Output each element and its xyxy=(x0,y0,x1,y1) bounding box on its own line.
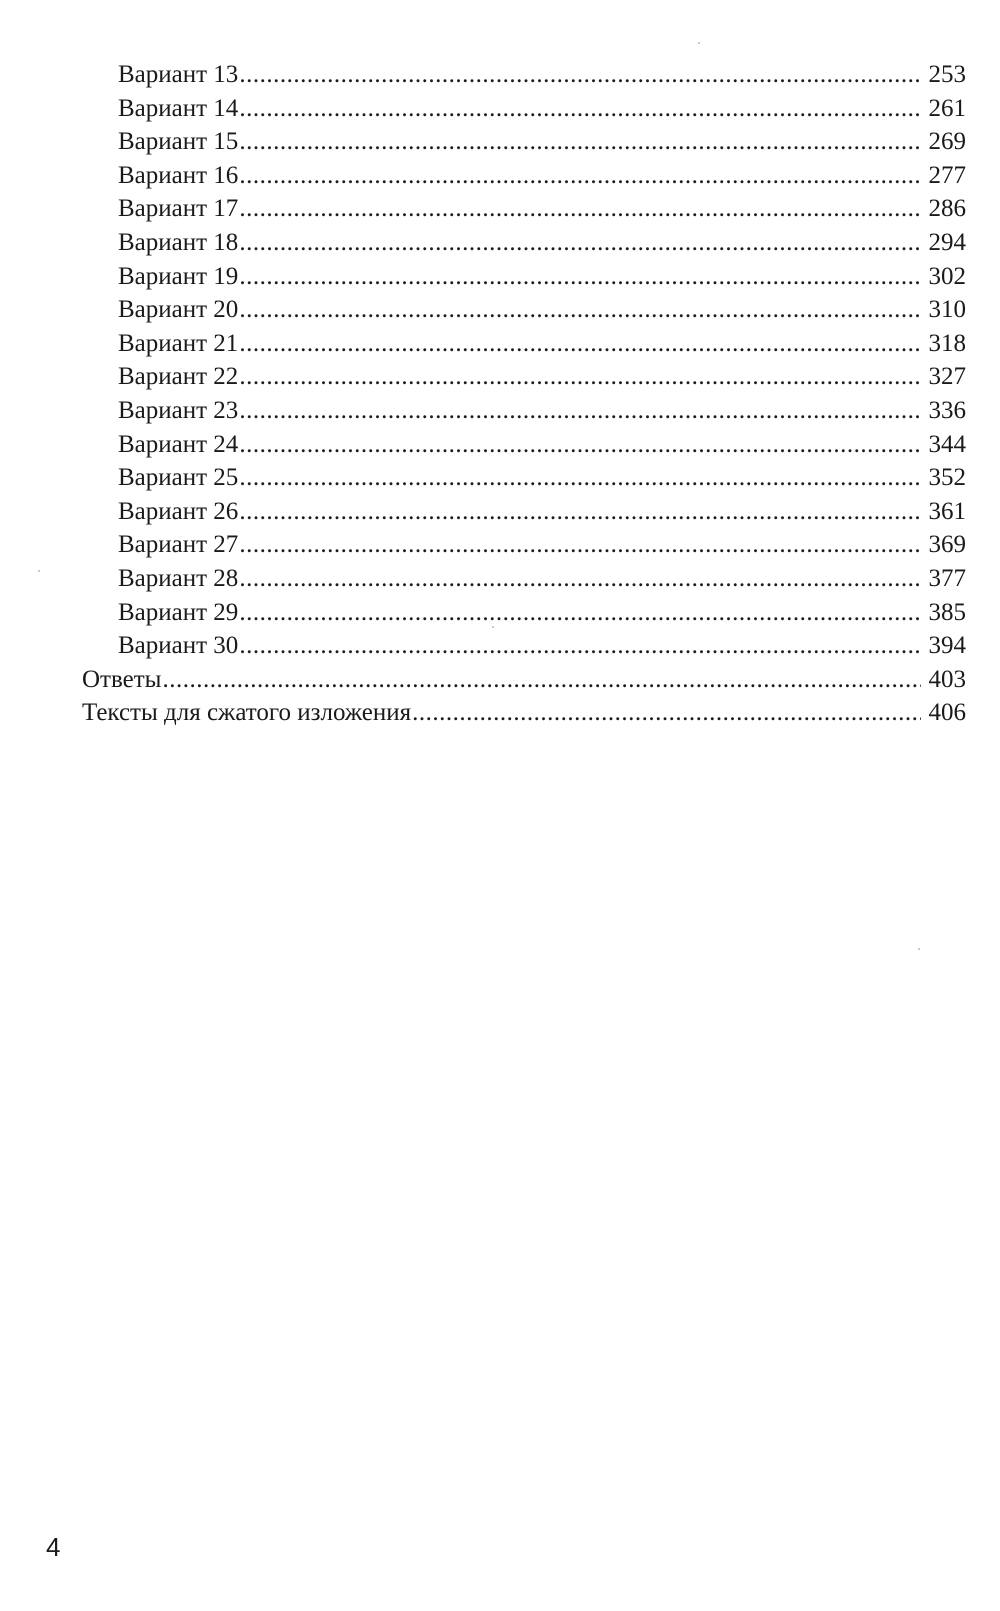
toc-entry-page: 294 xyxy=(928,228,966,256)
toc-entry-page: 369 xyxy=(928,531,966,559)
toc-entry-page: 286 xyxy=(928,195,966,223)
dot-leader xyxy=(162,663,921,697)
dot-leader xyxy=(239,92,921,126)
toc-entry-variant xyxy=(0,428,966,462)
toc-entry-page: 361 xyxy=(928,497,966,525)
toc-entry-variant xyxy=(0,562,966,596)
toc-entry-title: Вариант 24 xyxy=(118,430,239,458)
toc-entry-page: 336 xyxy=(928,396,966,424)
toc-entry-title: Вариант 13 xyxy=(118,61,239,88)
toc-entry-variant xyxy=(0,92,966,126)
toc-entry-section xyxy=(0,696,966,730)
toc-entry-page: 403 xyxy=(928,665,966,693)
dot-leader xyxy=(239,58,921,92)
scan-speck xyxy=(38,570,40,572)
toc-entry-variant xyxy=(0,327,966,361)
dot-leader xyxy=(239,562,921,596)
toc-entry-title: Вариант 26 xyxy=(118,497,239,525)
dot-leader xyxy=(239,596,921,630)
toc-entry-section xyxy=(0,663,966,697)
toc-entry-title: Вариант 20 xyxy=(118,296,239,324)
toc-entry-page: 352 xyxy=(928,464,966,492)
toc-entry-title: Ответы xyxy=(82,665,162,693)
toc-entry-variant xyxy=(0,360,966,394)
toc-entry-variant xyxy=(0,293,966,327)
dot-leader xyxy=(239,125,921,159)
dot-leader xyxy=(239,394,921,428)
dot-leader xyxy=(239,428,921,462)
toc-entry-title: Вариант 23 xyxy=(118,396,239,424)
toc-entry-variant xyxy=(0,528,966,562)
dot-leader xyxy=(239,293,921,327)
dot-leader xyxy=(239,461,921,495)
toc-entry-variant xyxy=(0,58,966,92)
scan-speck xyxy=(492,626,494,628)
dot-leader xyxy=(239,629,921,663)
toc-entry-page: 310 xyxy=(928,296,966,324)
toc-entry-title: Вариант 29 xyxy=(118,598,239,626)
scan-speck xyxy=(698,42,700,44)
page-number: 4 xyxy=(46,1532,61,1562)
toc-entry-page: 253 xyxy=(928,61,966,88)
toc-entry-title: Вариант 14 xyxy=(118,94,239,122)
toc-entry-page: 394 xyxy=(928,632,966,660)
dot-leader xyxy=(239,495,921,529)
toc-entry-page: 385 xyxy=(928,598,966,626)
toc-entry-page: 377 xyxy=(928,564,966,592)
toc-entry-variant xyxy=(0,260,966,294)
toc-entry-title: Вариант 25 xyxy=(118,464,239,492)
dot-leader xyxy=(239,327,921,361)
toc-entry-title: Вариант 17 xyxy=(118,195,239,223)
toc-list xyxy=(0,58,966,730)
toc-entry-title: Вариант 28 xyxy=(118,564,239,592)
dot-leader xyxy=(239,226,921,260)
toc-entry-title: Вариант 19 xyxy=(118,262,239,290)
toc-entry-page: 327 xyxy=(928,363,966,391)
toc-entry-variant xyxy=(0,461,966,495)
toc-entry-title: Вариант 16 xyxy=(118,161,239,189)
toc-entry-variant xyxy=(0,394,966,428)
toc-entry-page: 261 xyxy=(928,94,966,122)
toc-entry-page: 269 xyxy=(928,128,966,156)
dot-leader xyxy=(239,360,921,394)
toc-entry-title: Вариант 18 xyxy=(118,228,239,256)
toc-entry-title: Вариант 21 xyxy=(118,329,239,357)
toc-entry-page: 344 xyxy=(928,430,966,458)
dot-leader xyxy=(239,260,921,294)
toc-entry-page: 277 xyxy=(928,161,966,189)
toc-entry-variant xyxy=(0,125,966,159)
toc-entry-page: 406 xyxy=(928,699,966,727)
toc-entry-variant xyxy=(0,596,966,630)
dot-leader xyxy=(412,696,921,730)
toc-entry-title: Вариант 22 xyxy=(118,363,239,391)
toc-entry-title: Вариант 15 xyxy=(118,128,239,156)
toc-entry-variant xyxy=(0,192,966,226)
table-of-contents xyxy=(0,58,1000,730)
toc-entry-title: Тексты для сжатого изложения xyxy=(82,699,412,727)
dot-leader xyxy=(239,192,921,226)
toc-entry-variant xyxy=(0,159,966,193)
toc-entry-variant xyxy=(0,629,966,663)
dot-leader xyxy=(239,528,921,562)
toc-entry-variant xyxy=(0,226,966,260)
toc-entry-title: Вариант 27 xyxy=(118,531,239,559)
toc-entry-page: 318 xyxy=(928,329,966,357)
dot-leader xyxy=(239,159,921,193)
toc-entry-title: Вариант 30 xyxy=(118,632,239,660)
scan-speck xyxy=(918,948,920,950)
toc-entry-page: 302 xyxy=(928,262,966,290)
toc-entry-variant xyxy=(0,495,966,529)
